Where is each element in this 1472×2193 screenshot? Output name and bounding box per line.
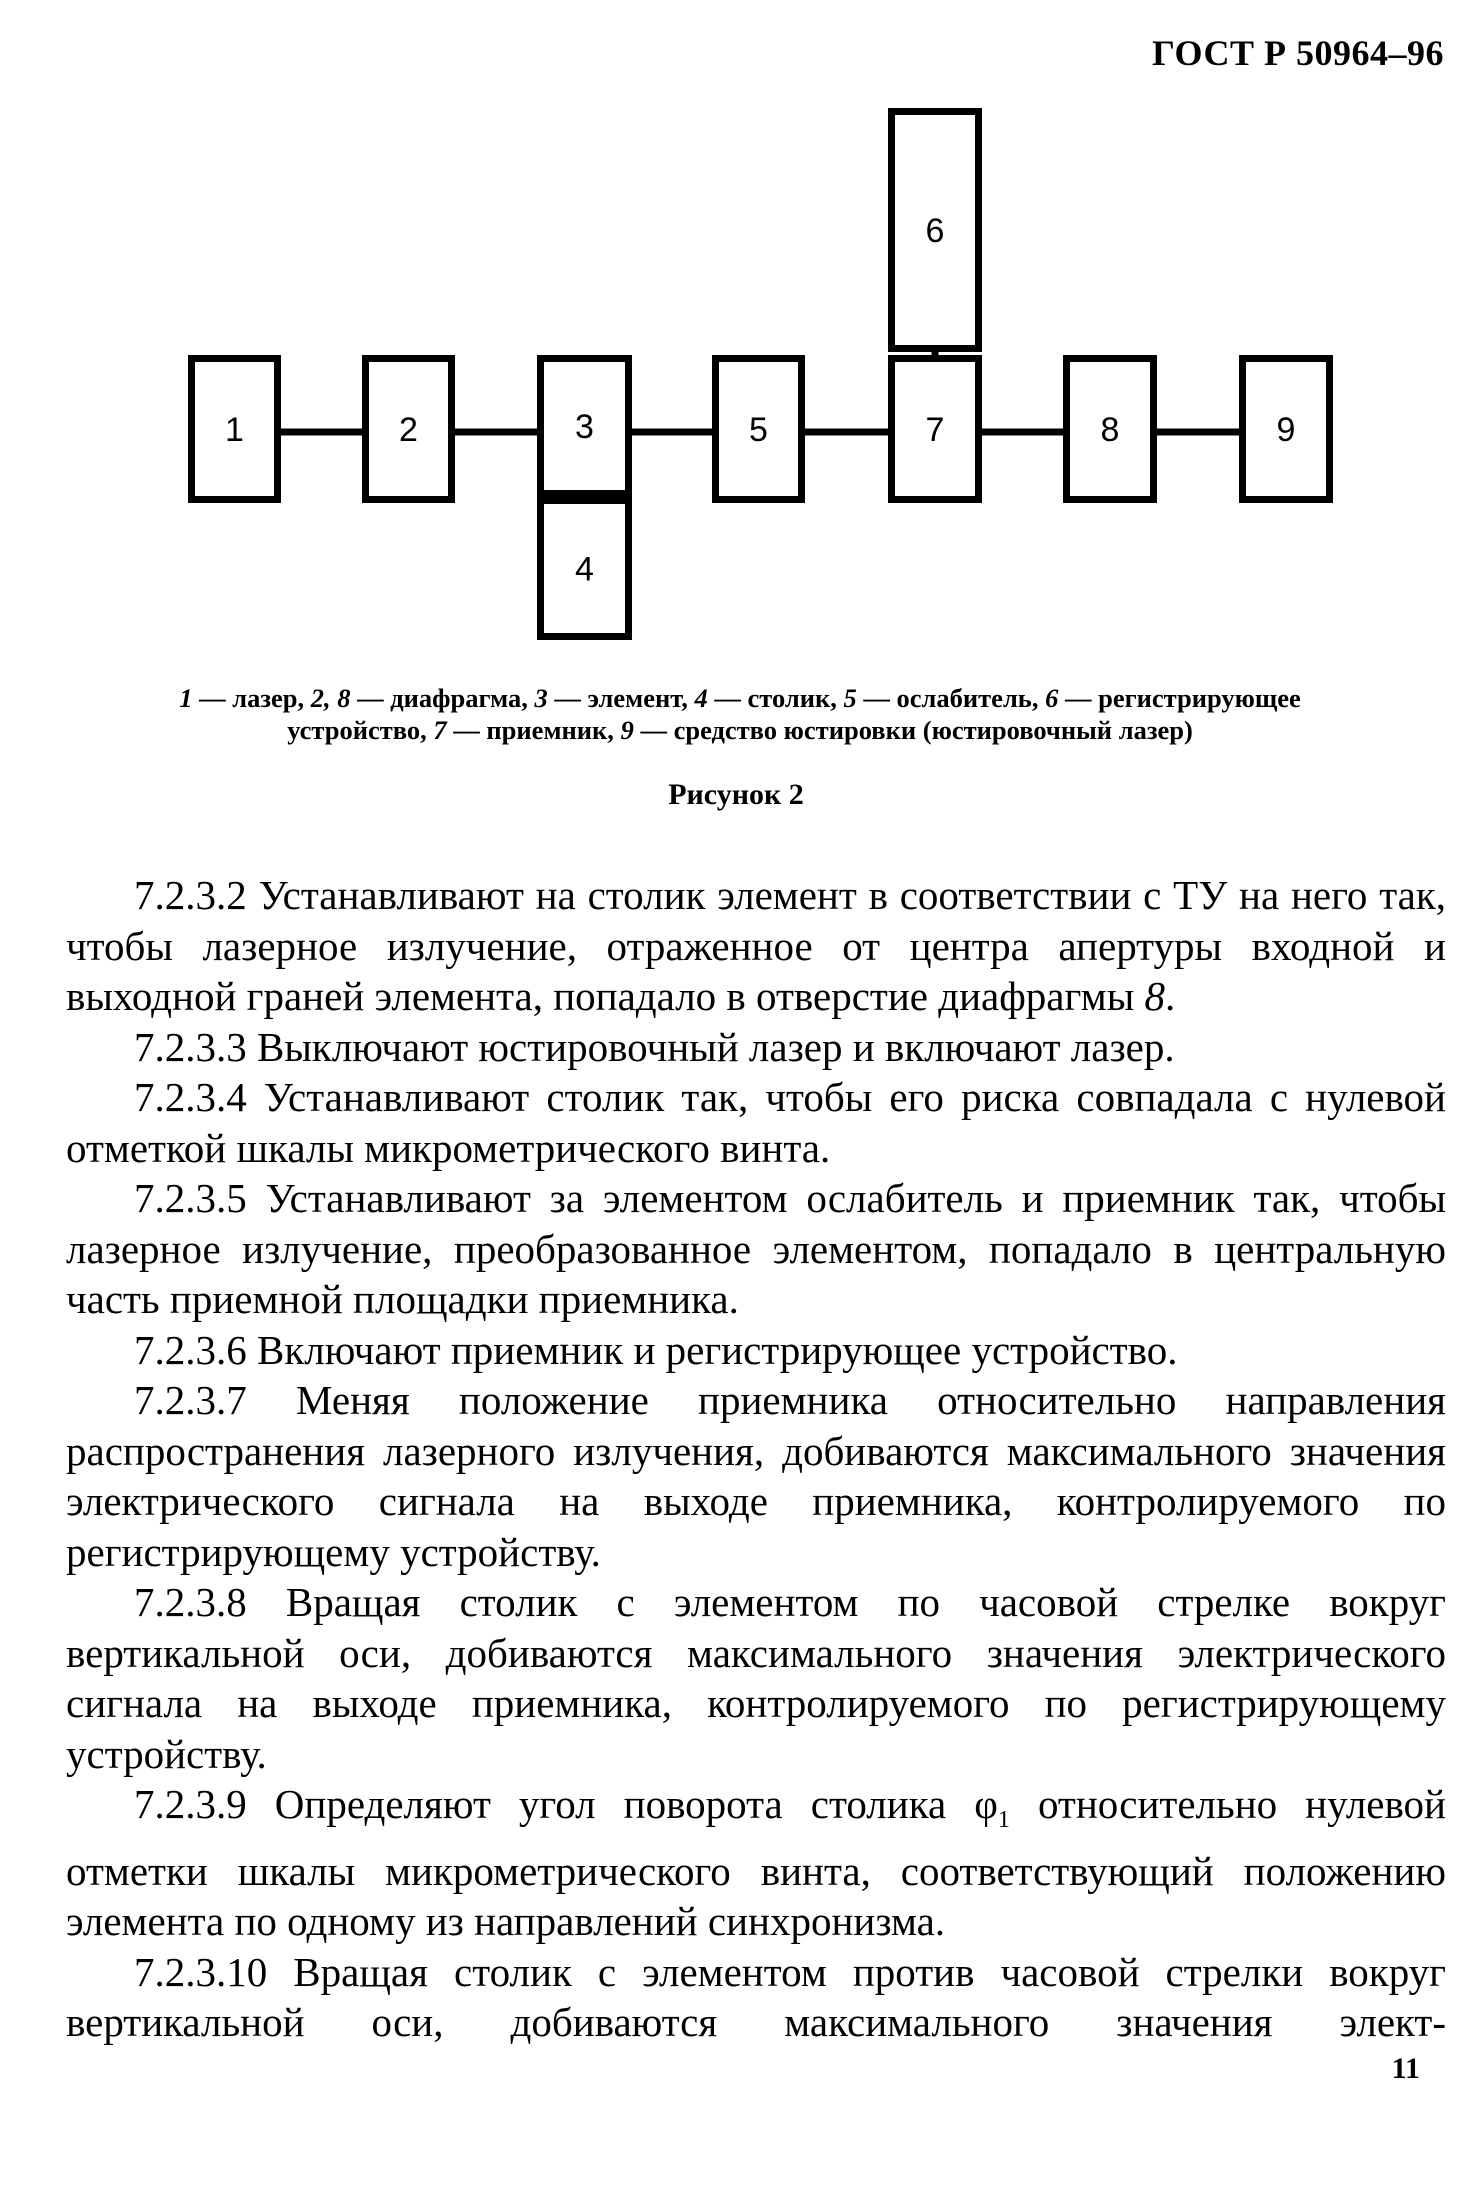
diagram-block-9 bbox=[1243, 359, 1330, 500]
clause-number: 7.2.3.2 bbox=[134, 872, 247, 918]
legend-num: 1 bbox=[179, 683, 193, 713]
phi-subscript: 1 bbox=[997, 1807, 1010, 1834]
clause-number: 7.2.3.3 bbox=[134, 1023, 247, 1070]
diagram-block-3 bbox=[541, 359, 629, 494]
legend-text: — средство юстировки (юстировочный лазер) bbox=[633, 715, 1193, 745]
paragraph-7-2-3-3 bbox=[66, 1022, 1446, 1073]
clause-text: Выключают юстировочный лазер и включают лазер. bbox=[257, 1023, 1175, 1070]
block-label: 1 bbox=[225, 411, 244, 449]
clause-text: Вращая столик с элементом по часовой стрелке вокруг вертикальной оси, добиваются максимального значения электрического сигнала на выходе приемника, контролируемого по регистрирующему устройству. bbox=[66, 1579, 1446, 1777]
clause-text: Включают приемник и регистрирующее устройство. bbox=[257, 1326, 1178, 1373]
figure-title: Рисунок 2 bbox=[668, 778, 804, 811]
legend-num: 9 bbox=[620, 715, 634, 745]
legend-num: 4 bbox=[694, 683, 708, 713]
block-label: 9 bbox=[1276, 411, 1296, 449]
paragraph-7-2-3-10 bbox=[66, 1947, 1446, 2048]
clause-text: Устанавливают на столик элемент в соответствии с ТУ на него так, чтобы лазерное излучение, отраженное от центра апертуры входной и выходной граней элемента, попадало в отверстие диафрагмы bbox=[66, 872, 1447, 1019]
standard-number: ГОСТ Р 50964–96 bbox=[1152, 33, 1444, 73]
clause-text: относительно нулевой отметки шкалы микрометрического винта, соответствующий положению элемента по одному из направлений синхронизма. bbox=[66, 1781, 1446, 1945]
legend-text: — приемник, bbox=[446, 715, 621, 745]
clause-italic-ref: 8 bbox=[1144, 973, 1166, 1019]
diagram-block-8 bbox=[1067, 359, 1154, 500]
legend-text: — лазер, bbox=[192, 683, 311, 713]
phi-symbol: φ bbox=[974, 1781, 998, 1827]
paragraph-7-2-3-9 bbox=[66, 1779, 1446, 1947]
diagram-block-2 bbox=[366, 359, 452, 500]
legend-num: 2, 8 bbox=[310, 683, 351, 713]
legend-num: 5 bbox=[843, 683, 857, 713]
body-text bbox=[66, 870, 1446, 2048]
clause-text: Вращая столик с элементом против часовой стрелки вокруг вертикальной оси, добиваются максимального значения элект- bbox=[66, 1948, 1446, 2046]
legend-text: — столик, bbox=[707, 683, 844, 713]
block-diagram bbox=[0, 0, 1472, 660]
block-label: 8 bbox=[1100, 411, 1120, 449]
paragraph-7-2-3-7 bbox=[66, 1375, 1446, 1577]
clause-number: 7.2.3.4 bbox=[134, 1074, 247, 1120]
diagram-block-1 bbox=[192, 359, 278, 500]
clause-number: 7.2.3.5 bbox=[134, 1175, 247, 1221]
clause-number: 7.2.3.10 bbox=[134, 1948, 268, 1995]
legend-text: — элемент, bbox=[547, 683, 695, 713]
block-diagram-svg bbox=[0, 0, 1472, 660]
paragraph-7-2-3-8 bbox=[66, 1577, 1446, 1779]
clause-number: 7.2.3.9 bbox=[134, 1781, 247, 1827]
figure-legend bbox=[140, 682, 1340, 746]
diagram-block-7 bbox=[892, 359, 979, 500]
legend-text: — диафрагма, bbox=[350, 683, 535, 713]
paragraph-7-2-3-2 bbox=[66, 870, 1446, 1022]
legend-num: 3 bbox=[534, 683, 548, 713]
diagram-block-6 bbox=[892, 112, 979, 349]
diagram-block-4 bbox=[541, 501, 629, 637]
paragraph-7-2-3-6 bbox=[66, 1325, 1446, 1376]
clause-tail: . bbox=[1165, 973, 1176, 1019]
block-label: 3 bbox=[575, 408, 594, 446]
page-number: 11 bbox=[1391, 2052, 1420, 2085]
clause-text: Определяют угол поворота столика bbox=[274, 1781, 975, 1827]
block-label: 2 bbox=[399, 411, 418, 449]
paragraph-7-2-3-5 bbox=[66, 1173, 1446, 1325]
block-label: 6 bbox=[925, 212, 945, 250]
clause-text: Меняя положение приемника относительно направления распространения лазерного излучения, добиваются максимального значения электрического сигнала на выходе приемника, контролируемого по регистрирующему устройству. bbox=[66, 1377, 1446, 1575]
legend-num: 6 bbox=[1045, 683, 1059, 713]
legend-text: — регистрирующее устройство, bbox=[287, 683, 1301, 745]
paragraph-7-2-3-4 bbox=[66, 1072, 1446, 1173]
clause-number: 7.2.3.8 bbox=[134, 1579, 247, 1625]
diagram-block-5 bbox=[716, 359, 802, 500]
legend-text: — ослабитель, bbox=[856, 683, 1046, 713]
clause-number: 7.2.3.7 bbox=[134, 1377, 247, 1423]
legend-num: 7 bbox=[433, 715, 447, 745]
clause-number: 7.2.3.6 bbox=[134, 1326, 247, 1373]
clause-text: Устанавливают за элементом ослабитель и приемник так, чтобы лазерное излучение, преобразованное элементом, попадало в центральную часть приемной площадки приемника. bbox=[66, 1175, 1446, 1322]
block-label: 5 bbox=[749, 411, 768, 449]
block-label: 4 bbox=[575, 550, 594, 589]
block-label: 7 bbox=[925, 411, 945, 449]
clause-text: Устанавливают столик так, чтобы его риска совпадала с нулевой отметкой шкалы микрометрического винта. bbox=[66, 1074, 1447, 1171]
